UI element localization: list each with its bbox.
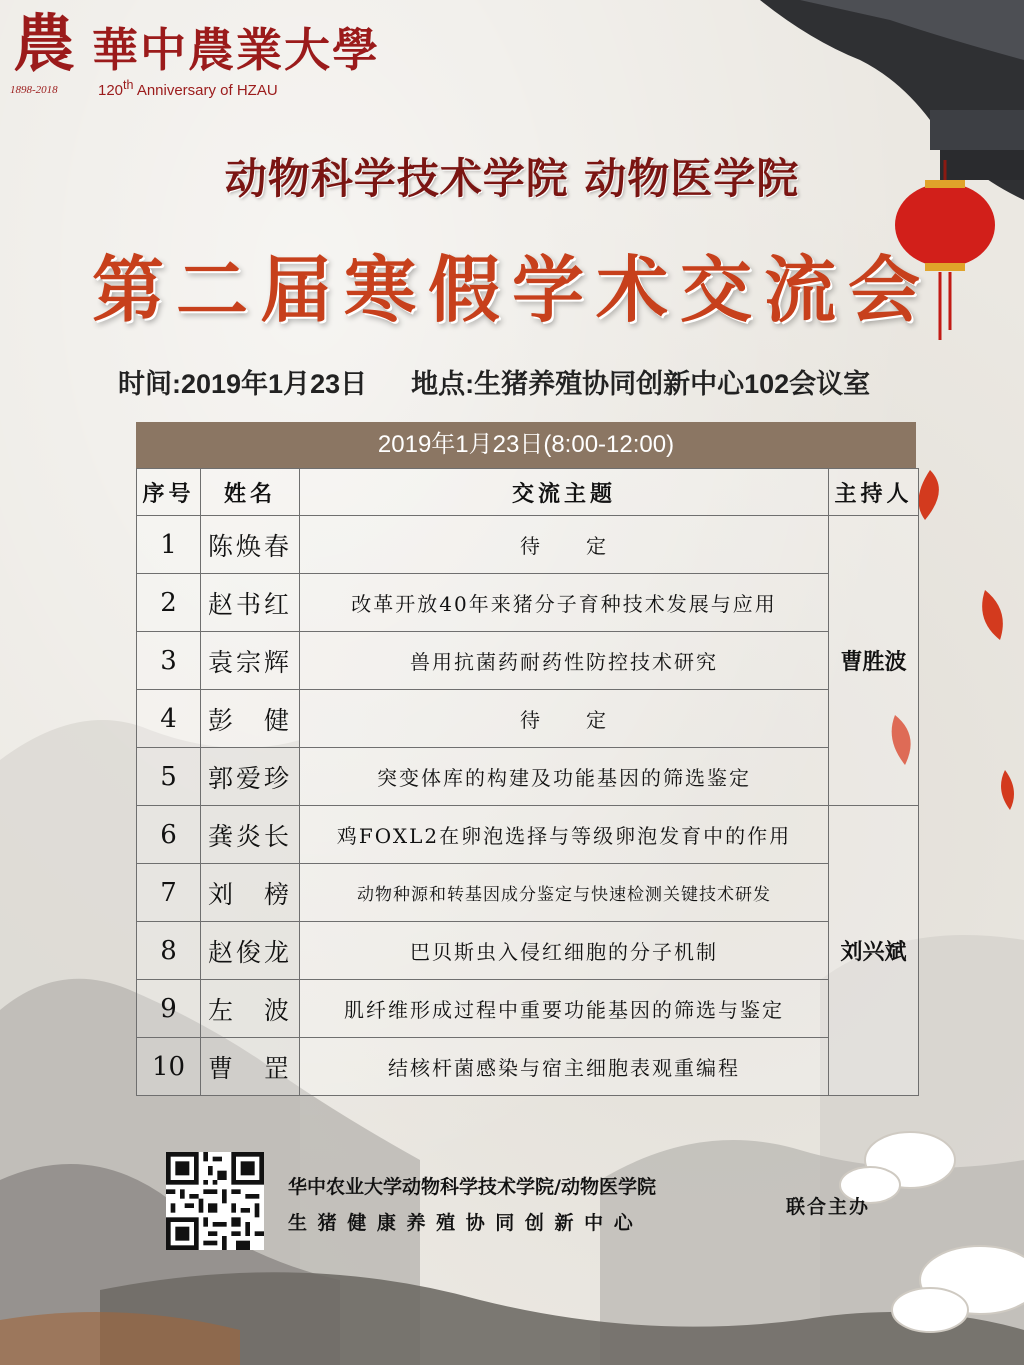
- table-row: [137, 690, 919, 748]
- anniversary-ordinal: th: [123, 78, 134, 92]
- host-name: 刘兴斌: [829, 806, 919, 1096]
- table-row: [137, 806, 919, 864]
- college-subtitle: 动物科学技术学院 动物医学院: [224, 154, 800, 203]
- schedule-grid: [136, 468, 919, 1096]
- schedule-table: [136, 422, 916, 1100]
- table-row: [137, 1038, 919, 1096]
- row-no: 5: [137, 748, 201, 806]
- event-time: 时间:2019年1月23日: [118, 369, 368, 399]
- talk-topic: 结核杆菌感染与宿主细胞表观重编程: [300, 1038, 829, 1096]
- speaker-name: 郭爱珍: [201, 748, 300, 806]
- talk-topic: 鸡FOXL2在卵泡选择与等级卵泡发育中的作用: [300, 806, 829, 864]
- talk-topic: 待 定: [300, 690, 829, 748]
- row-no: 7: [137, 864, 201, 922]
- hzau-emblem: 農: [12, 7, 75, 80]
- column-header-host: 主持人: [829, 469, 919, 516]
- table-row: [137, 632, 919, 690]
- co-host-label: 联合主办: [786, 1196, 871, 1218]
- event-title: 第二届寒假学术交流会: [91, 247, 932, 332]
- table-row: [137, 864, 919, 922]
- qr-code[interactable]: [166, 1152, 264, 1250]
- anniversary-label: [98, 78, 278, 99]
- column-header-name: 姓名: [201, 469, 300, 516]
- row-no: 3: [137, 632, 201, 690]
- speaker-name: 彭 健: [201, 690, 300, 748]
- anniversary-number: 120: [98, 82, 124, 99]
- anniversary-text: Anniversary of HZAU: [136, 82, 278, 99]
- column-header-topic: 交流主题: [300, 469, 829, 516]
- talk-topic: 兽用抗菌药耐药性防控技术研究: [300, 632, 829, 690]
- speaker-name: 袁宗辉: [201, 632, 300, 690]
- row-no: 4: [137, 690, 201, 748]
- university-logo: [8, 7, 380, 99]
- logo-years: 1898-2018: [10, 84, 58, 96]
- column-header-no: 序号: [137, 469, 201, 516]
- speaker-name: 赵俊龙: [201, 922, 300, 980]
- speaker-name: 左 波: [201, 980, 300, 1038]
- speaker-name: 曹 罡: [201, 1038, 300, 1096]
- table-row: [137, 748, 919, 806]
- table-row: [137, 516, 919, 574]
- talk-topic: 巴贝斯虫入侵红细胞的分子机制: [300, 922, 829, 980]
- table-row: [137, 922, 919, 980]
- talk-topic: 动物种源和转基因成分鉴定与快速检测关键技术研发: [300, 864, 829, 922]
- schedule-date-header: 2019年1月23日(8:00-12:00): [136, 422, 916, 468]
- event-place: 地点:生猪养殖协同创新中心102会议室: [411, 369, 871, 399]
- table-row: [137, 980, 919, 1038]
- table-row: [137, 574, 919, 632]
- footer-organizer-line2: 生 猪 健 康 养 殖 协 同 创 新 中 心: [288, 1212, 635, 1234]
- footer-organizer-line1: 华中农业大学动物科学技术学院/动物医学院: [288, 1176, 656, 1198]
- row-no: 2: [137, 574, 201, 632]
- university-name: 華中農業大學: [92, 23, 380, 77]
- talk-topic: 突变体库的构建及功能基因的筛选鉴定: [300, 748, 829, 806]
- speaker-name: 赵书红: [201, 574, 300, 632]
- row-no: 1: [137, 516, 201, 574]
- table-header-row: [137, 469, 919, 516]
- speaker-name: 陈焕春: [201, 516, 300, 574]
- row-no: 8: [137, 922, 201, 980]
- host-name: 曹胜波: [829, 516, 919, 806]
- talk-topic: 改革开放40年来猪分子育种技术发展与应用: [300, 574, 829, 632]
- row-no: 9: [137, 980, 201, 1038]
- speaker-name: 龚炎长: [201, 806, 300, 864]
- talk-topic: 肌纤维形成过程中重要功能基因的筛选与鉴定: [300, 980, 829, 1038]
- talk-topic: 待 定: [300, 516, 829, 574]
- speaker-name: 刘 榜: [201, 864, 300, 922]
- event-info: [118, 362, 870, 401]
- row-no: 10: [137, 1038, 201, 1096]
- row-no: 6: [137, 806, 201, 864]
